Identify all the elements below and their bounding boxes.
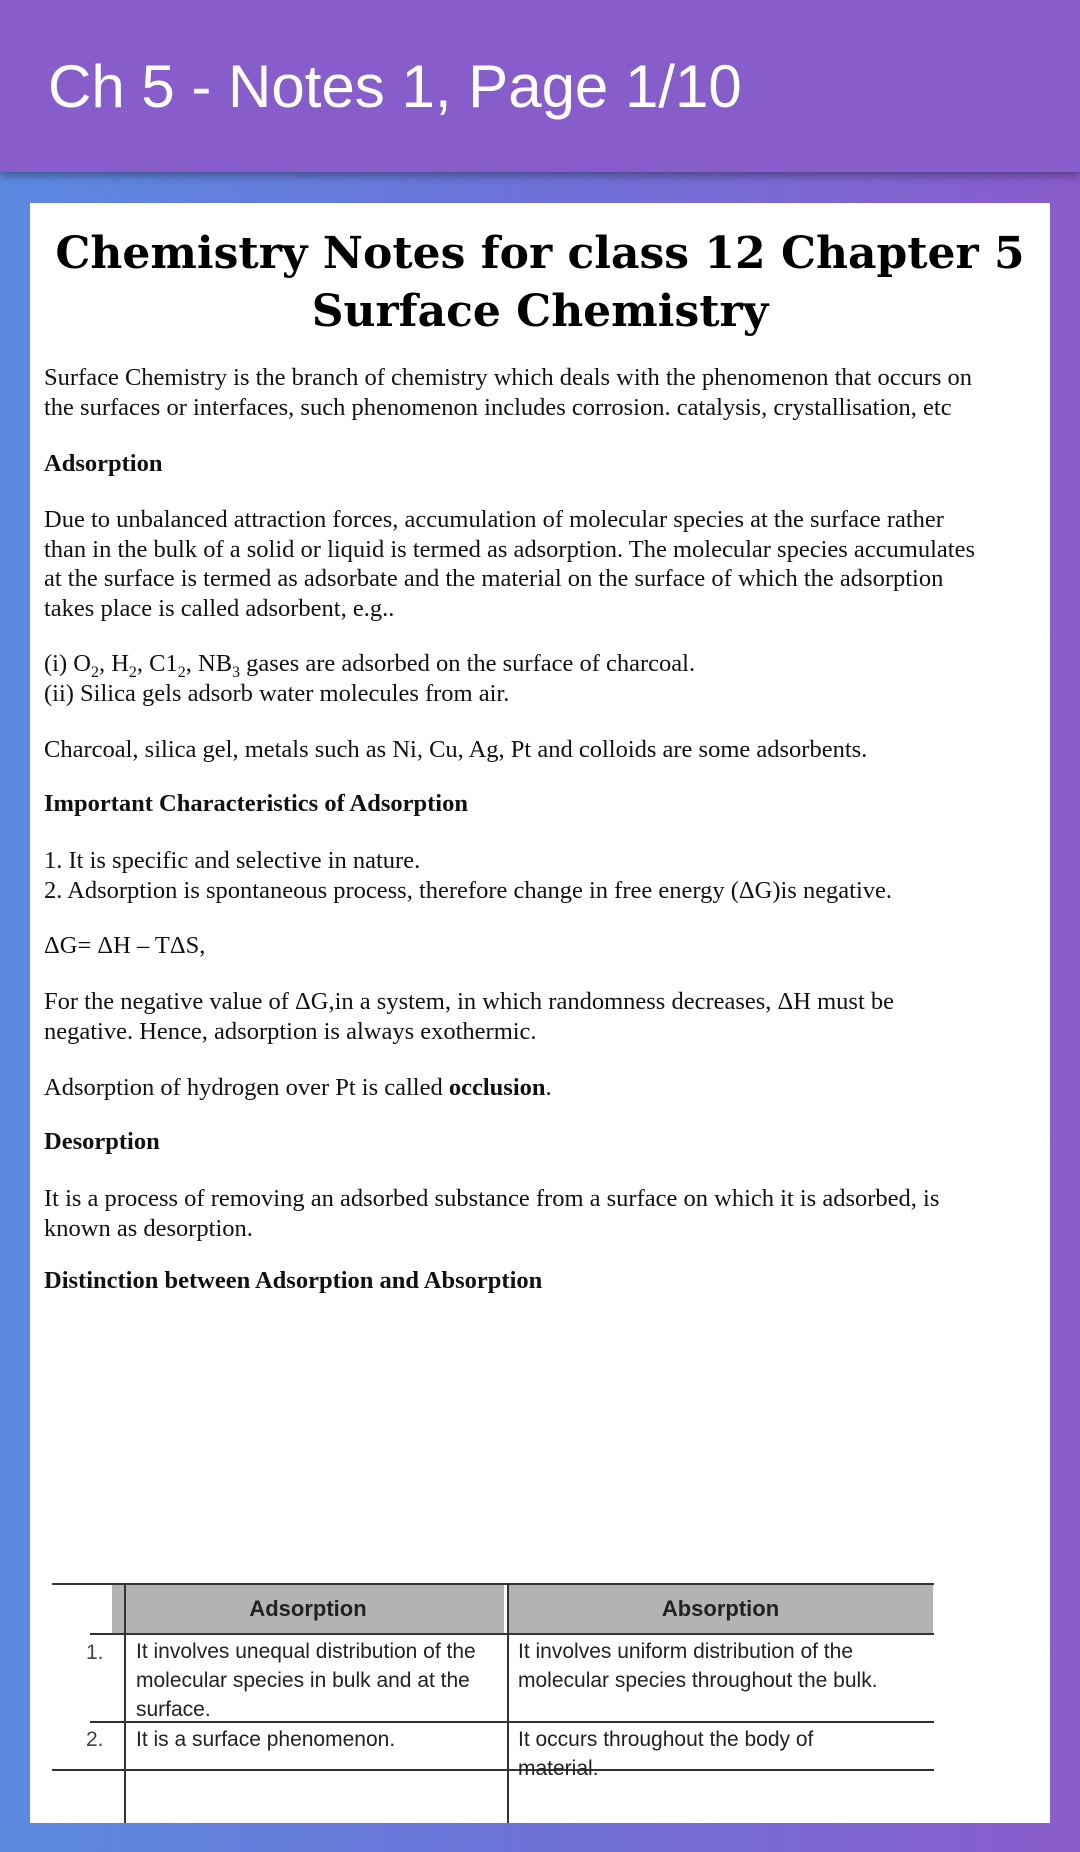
app-bar (0, 0, 1080, 172)
document-title-line: Surface Chemistry (311, 286, 769, 337)
table-header-adsorption: Adsorption (112, 1585, 504, 1633)
gibbs-equation: ΔG= ΔH – TΔS, (44, 932, 206, 959)
distinction-heading: Distinction between Adsorption and Absorption (44, 1267, 543, 1294)
document-title (30, 225, 1050, 341)
document-title-line: Chemistry Notes for class 12 Chapter 5 (55, 228, 1025, 279)
comparison-table (52, 1583, 982, 1823)
list-item: 2. Adsorption is spontaneous process, therefore change in free energy (ΔG)is negative. (44, 876, 893, 904)
table-header-absorption: Absorption (508, 1585, 933, 1633)
intro-paragraph: Surface Chemistry is the branch of chemistry which deals with the phenomenon that occurs on the surfaces or interfaces, such phenomenon includes corrosion. catalysis, crystallisation, etc (44, 364, 973, 421)
table-rule (507, 1583, 509, 1823)
table-rule (124, 1583, 126, 1823)
occlusion-line: Adsorption of hydrogen over Pt is called occlusion. (44, 1074, 552, 1101)
exothermic-paragraph: For the negative value of ΔG,in a system, in which randomness decreases, ΔH must be negative. Hence, adsorption is always exothermic. (44, 988, 895, 1045)
document-page[interactable] (30, 203, 1050, 1823)
table-rule (52, 1583, 934, 1585)
example-item: (i) $O_2$, $H_2$, $C1_2$, $NB_3$ gases are adsorbed on the surface of charcoal. (44, 650, 696, 681)
desorption-paragraph: It is a process of removing an adsorbed substance from a surface on which it is adsorbed, is known as desorption. (44, 1185, 940, 1242)
characteristics-list (44, 846, 1044, 905)
list-item: 1. It is specific and selective in nature. (44, 847, 421, 874)
app-bar-title: Ch 5 - Notes 1, Page 1/10 (48, 53, 742, 120)
adsorbents-line: Charcoal, silica gel, metals such as Ni, Cu, Ag, Pt and colloids are some adsorbents. (44, 736, 868, 763)
table-row-number: 1. (86, 1641, 104, 1664)
table-rule (90, 1633, 934, 1635)
desorption-heading: Desorption (44, 1128, 160, 1155)
table-cell-absorption: It involves uniform distribution of the molecular species throughout the bulk. (518, 1640, 878, 1692)
occlusion-term: occlusion (448, 1074, 546, 1101)
adsorption-heading: Adsorption (44, 450, 163, 477)
characteristics-heading: Important Characteristics of Adsorption (44, 790, 468, 817)
examples-list (44, 649, 1044, 708)
table-cell-absorption: It occurs throughout the body of material. (518, 1728, 814, 1780)
example-item: (ii) Silica gels adsorb water molecules from air. (44, 679, 510, 707)
table-row-number: 2. (86, 1728, 104, 1751)
table-cell-adsorption: It is a surface phenomenon. (136, 1728, 396, 1751)
adsorption-paragraph: Due to unbalanced attraction forces, accumulation of molecular species at the surface rather than in the bulk of a solid or liquid is termed as adsorption. The molecular species accumulates at the surface is termed as adsorbate and the material on the surface of which the adsorption takes place is called adsorbent, e.g.. (44, 506, 975, 622)
table-cell-adsorption: It involves unequal distribution of the molecular species in bulk and at the surface. (136, 1640, 476, 1721)
